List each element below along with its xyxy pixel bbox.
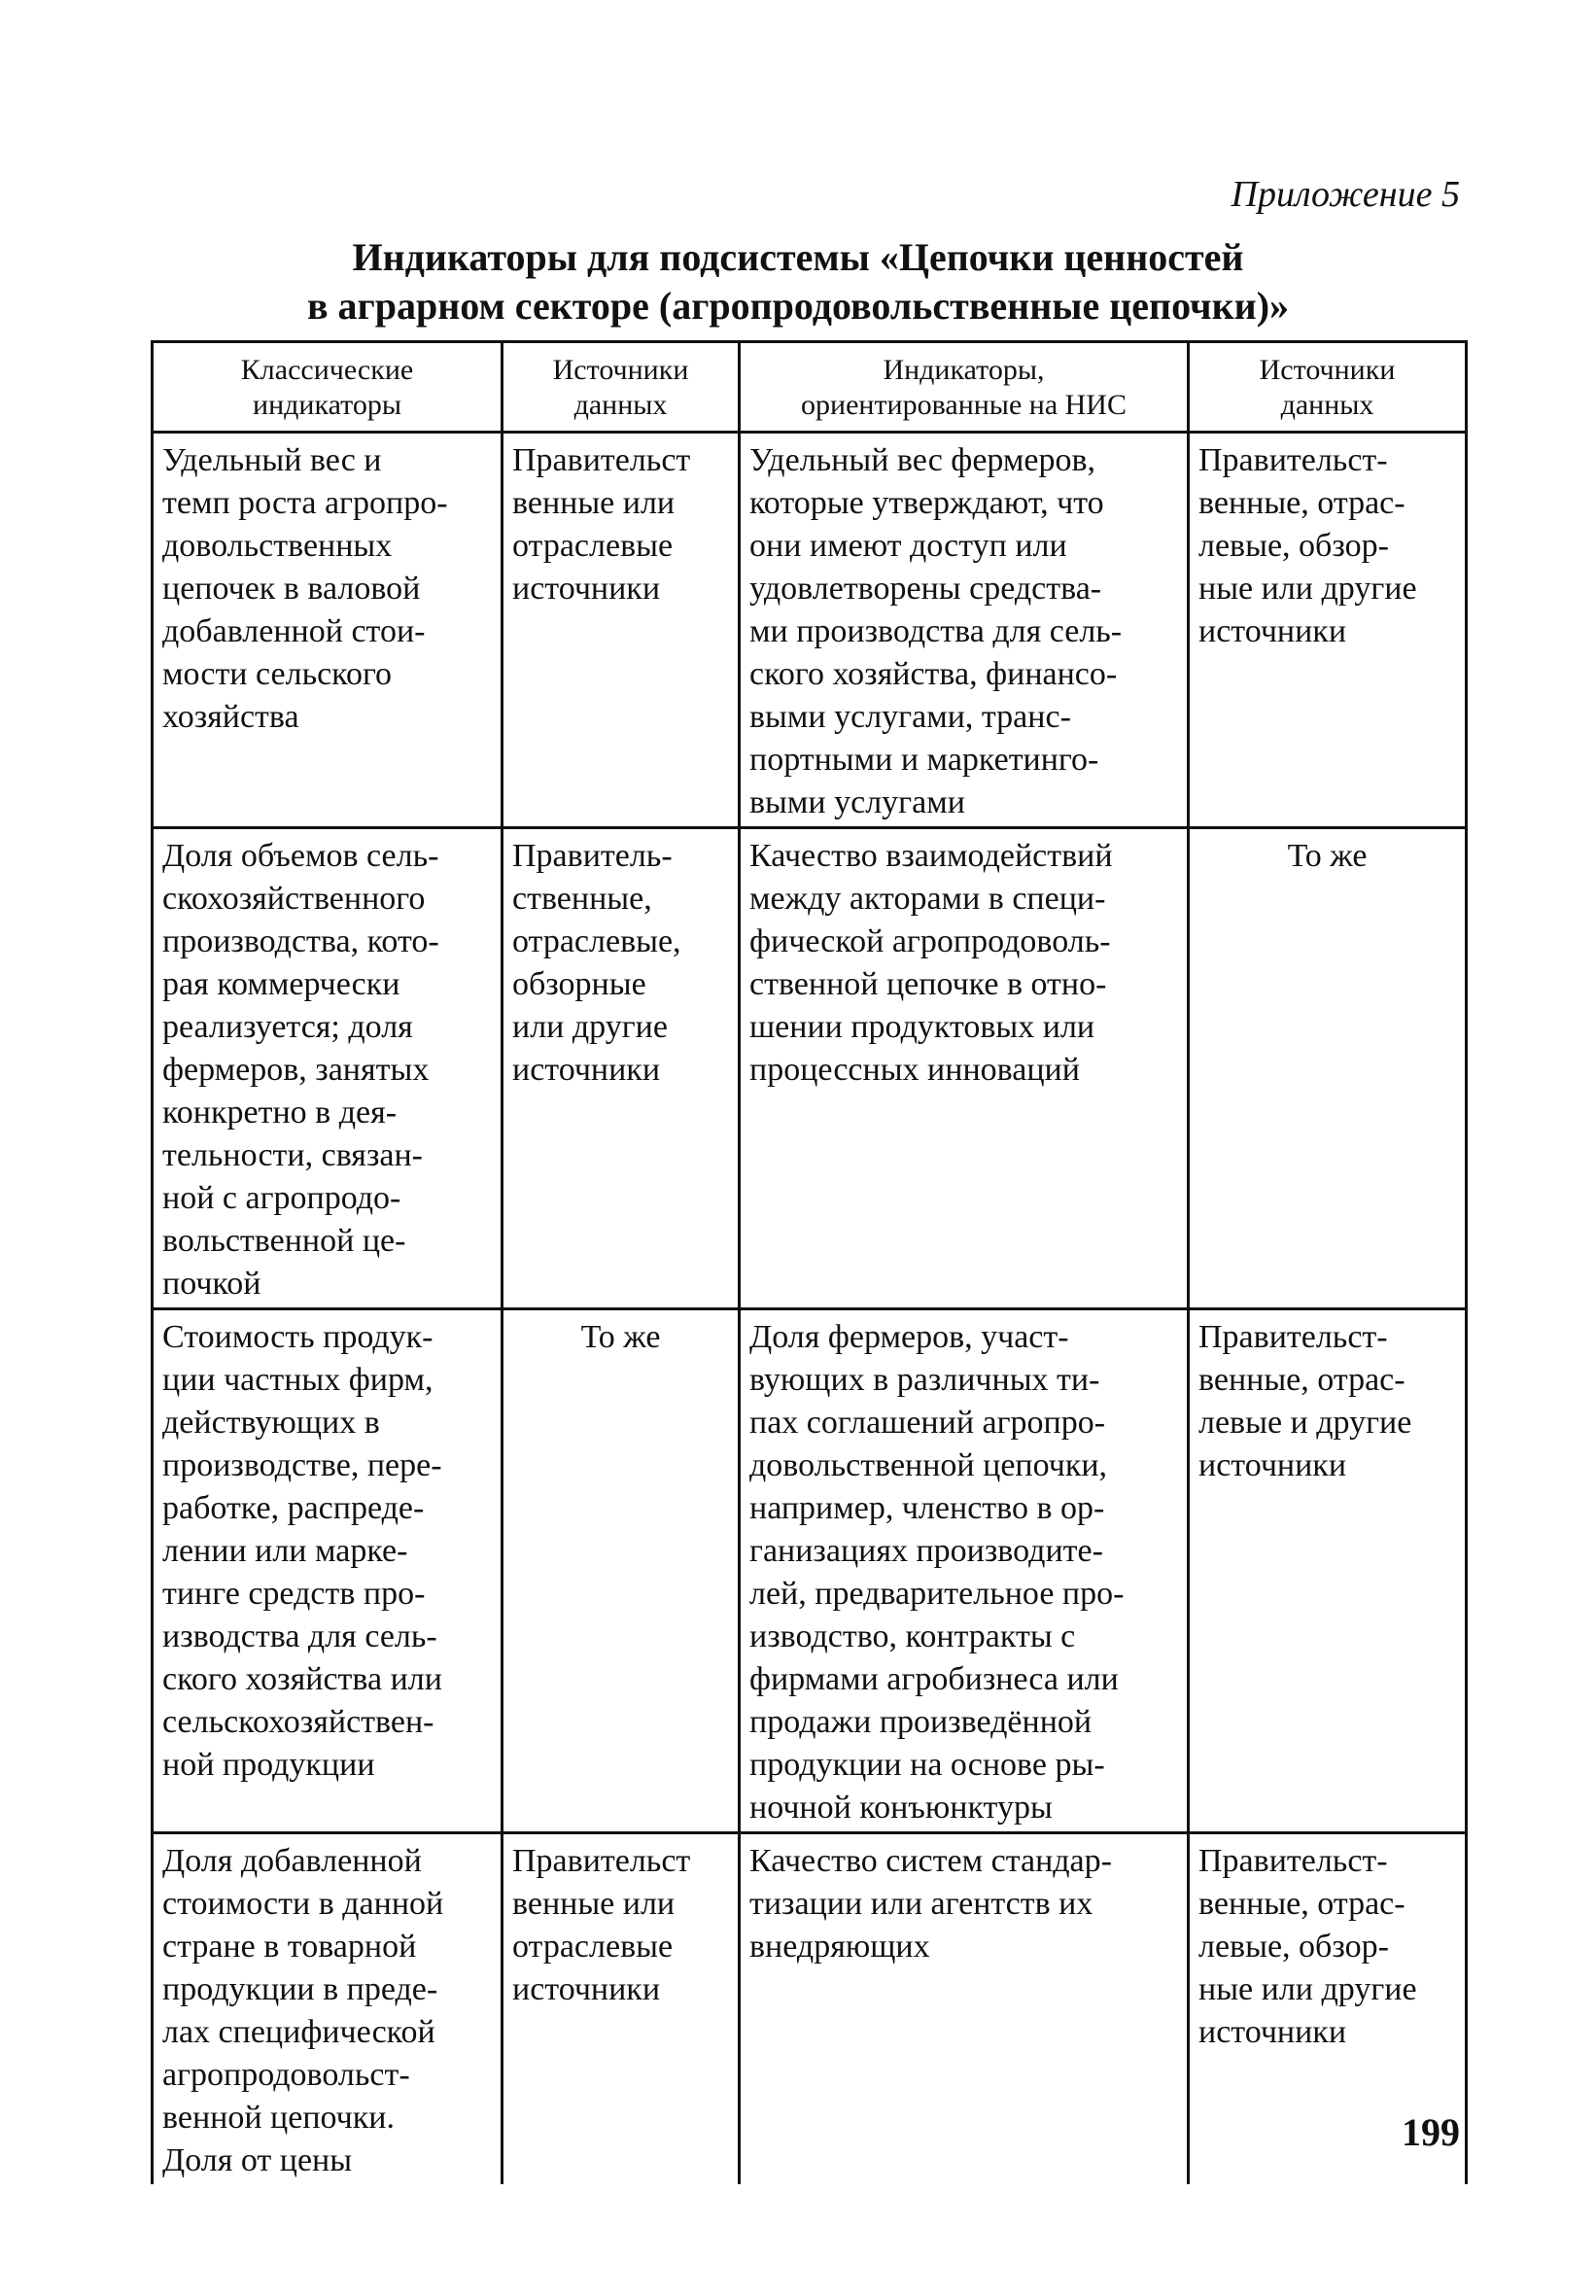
table-cell: Удельный вес фермеров, которые утверждают, что они имеют доступ или удовлетворены средства- ми производства для сель- ского хозяйства, финансо- выми услугами, транс- портными и маркетинго- выми услугами xyxy=(740,433,1189,828)
header-classic-indicators: Классические индикаторы xyxy=(153,342,503,433)
table-cell: Удельный вес и темп роста агропро- довольственных цепочек в валовой добавленной стои- мости сельского хозяйства xyxy=(153,433,503,828)
table-cell: Правительст- венные, отрас- левые, обзор- ные или другие источники xyxy=(1189,1833,1467,2185)
table-cell: Правитель- ственные, отраслевые, обзорные или другие источники xyxy=(503,828,740,1309)
table-cell: То же xyxy=(503,1309,740,1833)
header-nis-indicators: Индикаторы, ориентированные на НИС xyxy=(740,342,1189,433)
table-cell: Доля добавленной стоимости в данной стране в товарной продукции в преде- лах специфической агропродовольст- венной цепочки. Доля от цены xyxy=(153,1833,503,2185)
table-cell: То же xyxy=(1189,828,1467,1309)
table-row xyxy=(153,828,1467,1309)
table-row xyxy=(153,1309,1467,1833)
title-line-1: Индикаторы для подсистемы «Цепочки ценностей xyxy=(352,235,1244,279)
table-cell: Правительст- венные, отрас- левые, обзор- ные или другие источники xyxy=(1189,433,1467,828)
header-data-sources: Источники данных xyxy=(503,342,740,433)
table-cell: Стоимость продук- ции частных фирм, действующих в производстве, пере- работке, распреде- лении или марке- тинге средств про- изводства для сель- ского хозяйства или сельскохозяйствен- ной продукции xyxy=(153,1309,503,1833)
table-header-row xyxy=(153,342,1467,433)
indicators-table xyxy=(151,340,1468,2184)
page-number: 199 xyxy=(1402,2110,1460,2154)
table-cell: Доля фермеров, участ- вующих в различных ти- пах соглашений агропро- довольственной цепочки, например, членство в ор- ганизациях производите- лей, предварительное про- изводство, контракты с фирмами агробизнеса или продажи произведённой продукции на основе ры- ночной конъюнктуры xyxy=(740,1309,1189,1833)
table-row xyxy=(153,1833,1467,2185)
title-line-2: в аграрном секторе (агропродовольственные цепочки)» xyxy=(306,284,1290,328)
table-cell: Правительст- венные, отрас- левые и другие источники xyxy=(1189,1309,1467,1833)
table-cell: Правительст венные или отраслевые источники xyxy=(503,1833,740,2185)
header-data-sources-2: Источники данных xyxy=(1189,342,1467,433)
table-cell: Доля объемов сель- скохозяйственного производства, кото- рая коммерчески реализуется; доля фермеров, занятых конкретно в дея- тельности, связан- ной с агропродо- вольственной це- почкой xyxy=(153,828,503,1309)
appendix-label: Приложение 5 xyxy=(1231,174,1460,215)
table-row xyxy=(153,433,1467,828)
table-cell: Качество взаимодействий между акторами в специ- фической агропродоволь- ственной цепочке в отно- шении продуктовых или процессных инноваций xyxy=(740,828,1189,1309)
page-title xyxy=(0,233,1596,330)
table-cell: Правительст венные или отраслевые источники xyxy=(503,433,740,828)
table-cell: Качество систем стандар- тизации или агентств их внедряющих xyxy=(740,1833,1189,2185)
